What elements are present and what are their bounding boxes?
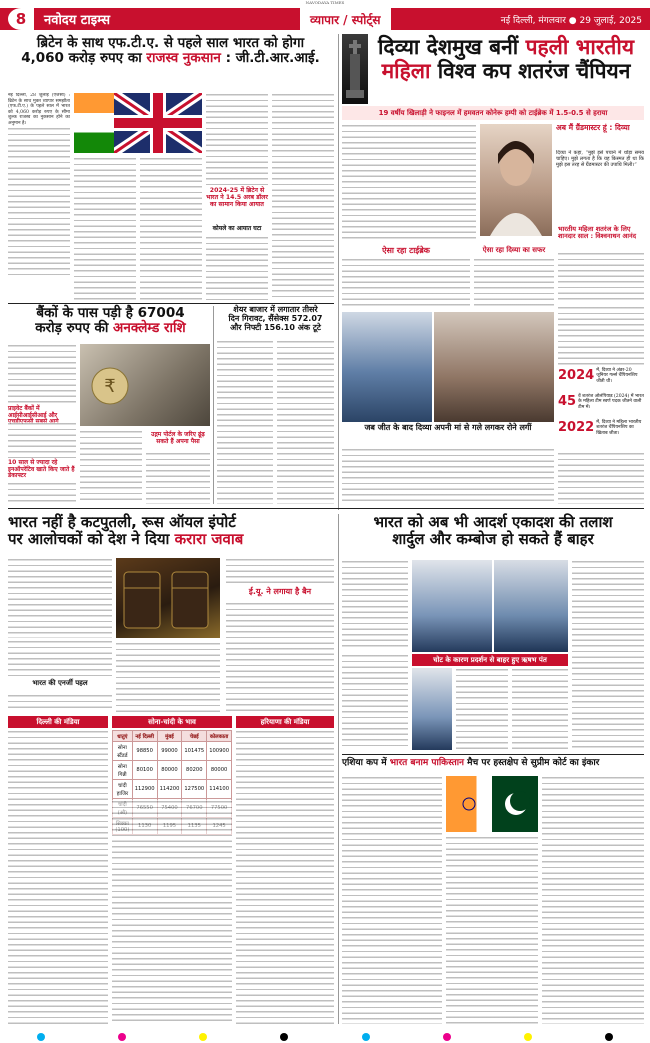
timeline-text: में, दिव्या ने अंडर-20 जूनियर गर्ल्स चैंपियनशिप जीती थी। <box>596 368 638 384</box>
portrait-figure <box>480 124 552 236</box>
text-filler <box>226 602 334 712</box>
chess-headline-accent: महिला <box>381 58 431 83</box>
uk-lead-text: नई दिल्ली, 28 जुलाई (एजैंसी) : ब्रिटेन के साथ मुक्त व्यापार समझौता (एफ.टी.ए.) के पहले साल में भारत को 4,060 करोड़ रुपए के सीमा शुल्क राजस्व का नुकसान होने का अनुमान है। <box>8 93 70 126</box>
oil-barrel-icon <box>116 558 220 638</box>
registration-mark <box>199 1033 207 1041</box>
cricket-headline-line1: भारत को अब भी आदर्श एकादश की तलाश <box>373 513 613 531</box>
market-headline-line3: और निफ्टी 156.10 अंक टूटे <box>230 322 321 332</box>
banks-subhead-1: प्राइवेट बैंकों में आईसीआईसीआई और <box>8 405 58 419</box>
asiacup-col-3 <box>542 776 644 1024</box>
text-filler <box>277 340 334 504</box>
timeline-year: 45 <box>558 394 577 409</box>
oil-col-5 <box>8 694 112 712</box>
chess-photo-caption: जब जीत के बाद दिव्या अपनी मां से गले लगकर रोने लगीं <box>364 423 532 432</box>
text-filler <box>342 448 554 504</box>
banks-headline-part: करोड़ रुपए की <box>35 320 114 337</box>
banks-headline-line2 <box>8 321 213 336</box>
table-cell: 80100 <box>132 761 157 780</box>
registration-mark <box>280 1033 288 1041</box>
rupee-icon <box>80 344 210 426</box>
banks-headline-accent: अनक्लेम्ड राशि <box>113 320 186 337</box>
anand-text <box>558 252 644 302</box>
registration-mark <box>605 1033 613 1041</box>
gold-silver-title: सोना-चांदी के भाव <box>112 716 232 728</box>
text-filler <box>74 157 136 301</box>
svg-text:₹: ₹ <box>104 376 116 397</box>
journey-title: ऐसा रहा दिव्या का सफर <box>482 245 546 254</box>
market-col-2 <box>277 340 334 504</box>
column-divider <box>338 34 339 510</box>
oil-subhead-1: ई.यू. ने लगाया है बैन <box>248 587 312 596</box>
player-2-photo <box>494 560 568 652</box>
top-strip: NAVODAYA TIMES <box>0 0 650 8</box>
anand-title: भारतीय महिला शतरंज के लिए शानदार साल : विश्वनाथन आनंद <box>558 225 637 241</box>
oil-col-3 <box>226 602 334 712</box>
text-filler <box>8 422 76 458</box>
oil-col-6 <box>116 642 220 712</box>
market-headline-line2: दिन गिरावट, सैंसेक्स 572.07 <box>228 313 323 323</box>
uk-india-flag-image <box>74 93 114 153</box>
masthead <box>0 8 650 30</box>
text-filler <box>272 93 334 301</box>
uk-col-5 <box>206 236 268 301</box>
asiacup-headline-part: एशिया कप में <box>342 758 390 768</box>
table-cell: 100900 <box>207 742 232 761</box>
chess-strap: 19 वर्षीय खिलाड़ी ने फाइनल में हमवतन कोनेरू हम्पी को टाईब्रेक में 1.5-0.5 से हराया <box>342 106 644 120</box>
table-header: नई दिल्ली <box>132 731 157 742</box>
timeline <box>558 368 644 448</box>
text-filler <box>446 836 538 1024</box>
text-filler <box>342 654 408 750</box>
gold-silver-notes <box>112 800 232 1024</box>
uk-headline-line1: ब्रिटेन के साथ एफ.टी.ए. से पहले साल भारत को होगा <box>36 35 305 51</box>
table-row <box>113 780 232 799</box>
text-filler <box>474 258 554 308</box>
timeline-item <box>558 368 644 392</box>
text-filler <box>112 800 232 1024</box>
asiacup-headline-part: मैच पर हस्तक्षेप से सुप्रीम कोर्ट का इंकार <box>464 758 600 768</box>
page-number: 8 <box>8 8 34 30</box>
registration-mark <box>524 1033 532 1041</box>
divider <box>342 754 644 755</box>
uk-headline-part: 4,060 करोड़ रुपए का <box>21 50 147 67</box>
text-filler <box>206 93 268 185</box>
table-cell: सोना गिन्नी <box>113 761 133 780</box>
rishabh-pant-photo <box>412 668 452 750</box>
asiacup-col-2 <box>446 836 538 1024</box>
oil-headline-part: पर आलोचकों को देश ने दिया <box>8 529 175 548</box>
pakistan-flag-icon <box>446 776 538 832</box>
footer-strip <box>0 1030 650 1043</box>
asiacup-col-1 <box>342 776 442 1024</box>
cricket-col-1 <box>342 560 408 650</box>
timeline-text: में, दिव्या ने महिला भारतीय शतरंज चैंपियनशिप का खिताब जीता। <box>596 420 642 436</box>
oil-headline-accent: करारा जवाब <box>174 529 244 548</box>
cricket-col-3 <box>342 654 408 750</box>
uk-headline-line2 <box>8 51 333 66</box>
text-filler <box>226 558 334 586</box>
text-filler <box>236 730 334 1024</box>
banks-col-3 <box>146 452 210 504</box>
banks-col-2 <box>80 430 142 504</box>
banks-subhead-2: 10 साल से ज्यादा रहे इनऑपरेटिव खाते किए जाते हैं डेकाफ्टर <box>8 459 75 480</box>
cricket-col-2 <box>572 560 644 750</box>
delhi-mandi-list <box>8 730 108 1024</box>
table-header: चेन्नई <box>182 731 207 742</box>
chess-right-col-2 <box>558 452 644 504</box>
chess-players-photo <box>342 312 432 422</box>
text-filler <box>342 560 408 650</box>
banks-col-1b <box>8 422 76 458</box>
timeline-text: वें शतरंज ओलंपियाड (2024) में भारत के महिला टीम स्वर्ण पदक जीतने वाली टीम में। <box>578 394 644 410</box>
text-filler <box>342 776 442 1024</box>
text-filler <box>8 640 112 678</box>
table-cell: 80000 <box>157 761 182 780</box>
table-header-row <box>113 731 232 742</box>
quote-text: दिव्या ने कहा, “मुझे इसे पचाने में थोड़ा समय चाहिए। मुझे लगता है कि यह किस्मत ही था कि मुझे इस तरह से ग्रैंडमास्टर की उपाधि मिली।” <box>556 150 644 168</box>
asiacup-headline-accent: भारत बनाम पाकिस्तान <box>389 758 465 768</box>
column-divider <box>338 514 339 1024</box>
uk-col-2 <box>74 157 136 301</box>
divider <box>8 303 334 304</box>
cricket-headline-line2: शार्दुल और कम्बोज हो सकते हैं बाहर <box>392 529 594 548</box>
chess-headline-part: दिव्या देशमुख बनीं <box>377 35 526 59</box>
banks-money-caption: उद्गम पोर्टल के जरिए ढूंढ़ सकते हैं अपना पैसा <box>151 431 205 445</box>
union-jack-icon <box>114 93 202 153</box>
table-cell: 80000 <box>207 761 232 780</box>
uk-box-title: कोयले का आयात घटा <box>212 225 262 232</box>
table-cell: 98850 <box>132 742 157 761</box>
table-cell: 101475 <box>182 742 207 761</box>
uk-col-1 <box>8 93 70 301</box>
registration-mark <box>362 1033 370 1041</box>
oil-subhead-2: भारत की एनर्जी पहल <box>32 679 88 687</box>
table-cell: सोना स्टैंडर्ड <box>113 742 133 761</box>
uk-headline-accent: राजस्व नुकसान <box>146 50 221 67</box>
cricket-col-5 <box>512 668 568 750</box>
table-cell: 114200 <box>157 780 182 799</box>
text-filler <box>558 252 644 302</box>
asiacup-headline <box>342 758 644 768</box>
section-title: व्यापार / स्पोर्ट्स <box>300 8 391 30</box>
player-1-photo <box>412 560 492 652</box>
table-header: कोलकाता <box>207 731 232 742</box>
table-row <box>113 761 232 780</box>
crude-oil-barrels-image <box>116 558 220 638</box>
divider <box>8 508 644 509</box>
table-cell: 114100 <box>207 780 232 799</box>
text-filler <box>456 668 508 750</box>
divya-portrait-image <box>480 124 552 236</box>
text-filler <box>8 344 76 404</box>
timeline-year: 2024 <box>558 368 595 383</box>
registration-mark <box>118 1033 126 1041</box>
cricket-photo-caption: चोट के कारण प्रदर्शन से बाहर हुए ऋषभ पंत <box>412 654 568 666</box>
uk-col-4 <box>206 93 268 185</box>
text-filler <box>8 127 70 277</box>
quote-title: अब मैं ग्रैंडमास्टर हूं : दिव्या <box>556 123 630 132</box>
table-cell: चांदी हाजिर <box>113 780 133 799</box>
text-filler <box>8 730 108 1024</box>
banknotes-image <box>80 344 210 426</box>
text-filler <box>206 236 268 301</box>
chess-headline-part: विश्व कप शतरंज चैंपियन <box>430 58 631 83</box>
tiebreak-title: ऐसा रहा टाईब्रेक <box>382 245 430 255</box>
text-filler <box>572 560 644 750</box>
dateline: नई दिल्ली, मंगलवार ● 29 जुलाई, 2025 <box>500 15 642 26</box>
chess-col-bottom <box>342 448 554 504</box>
india-pakistan-flags-image <box>446 776 538 832</box>
text-filler <box>8 694 112 712</box>
oil-col-1 <box>8 558 112 638</box>
text-filler <box>146 452 210 504</box>
uk-headline-part: : जी.टी.आर.आई. <box>220 50 320 67</box>
table-row <box>113 742 232 761</box>
chess-right-col <box>558 306 644 366</box>
cricket-headline <box>342 514 644 548</box>
uk-union-flag-image <box>114 93 202 153</box>
timeline-item <box>558 420 644 444</box>
chess-col-1 <box>342 124 476 242</box>
paper-name: नवोदय टाइम्स <box>44 13 111 28</box>
oil-headline-line2 <box>8 531 334 548</box>
market-headline <box>217 306 334 333</box>
table-header: मुंबई <box>157 731 182 742</box>
text-filler <box>558 306 644 366</box>
chess-headline-line1 <box>370 36 642 60</box>
chess-king-icon <box>342 34 368 104</box>
text-filler <box>558 452 644 504</box>
banks-col-1c <box>8 482 76 504</box>
table-cell: 99000 <box>157 742 182 761</box>
column-divider <box>213 306 214 504</box>
mother-hug-photo <box>434 312 554 422</box>
registration-mark <box>37 1033 45 1041</box>
uk-subhead: 2024-25 में ब्रिटेन से भारत ने 14.5 अरब डॉलर का सामान किया आयात <box>206 187 268 208</box>
oil-headline <box>8 514 334 548</box>
text-filler <box>342 124 476 242</box>
haryana-mandi-list <box>236 730 334 1024</box>
uk-headline <box>8 36 333 66</box>
journey-text <box>474 258 554 308</box>
oil-headline-line1: भारत नहीं है कटपुतली, रूस ऑयल इंपोर्ट <box>8 513 236 531</box>
tiebreak-text <box>342 258 470 308</box>
timeline-year: 2022 <box>558 420 595 435</box>
uk-col-6 <box>272 93 334 301</box>
timeline-item <box>558 394 644 418</box>
text-filler <box>140 157 202 301</box>
table-cell: 80200 <box>182 761 207 780</box>
text-filler <box>542 776 644 1024</box>
text-filler <box>80 430 142 504</box>
chess-headline <box>370 36 642 83</box>
market-col-1 <box>217 340 273 504</box>
cricket-col-4 <box>456 668 508 750</box>
text-filler <box>512 668 568 750</box>
uk-col-3 <box>140 157 202 301</box>
registration-mark <box>443 1033 451 1041</box>
chess-king-image <box>342 34 368 104</box>
oil-col-4 <box>8 640 112 678</box>
text-filler <box>342 258 470 308</box>
banks-headline-line1: बैंकों के पास पड़ी है 67004 <box>36 305 185 321</box>
oil-col-2 <box>226 558 334 586</box>
chess-headline-accent: पहली भारतीय <box>525 35 635 59</box>
text-filler <box>8 558 112 638</box>
banks-headline <box>8 306 213 336</box>
table-header: धातुएं <box>113 731 133 742</box>
market-headline-line1: शेयर बाजार में लगातार तीसरे <box>233 305 318 314</box>
table-cell: 112900 <box>132 780 157 799</box>
banks-col-1 <box>8 344 76 404</box>
delhi-mandi-title: दिल्ली की मंडिया <box>8 716 108 728</box>
table-cell: 127500 <box>182 780 207 799</box>
text-filler <box>116 642 220 712</box>
haryana-mandi-title: हरियाणा की मंडिया <box>236 716 334 728</box>
chess-headline-line2 <box>370 60 642 84</box>
text-filler <box>217 340 273 504</box>
text-filler <box>8 482 76 504</box>
